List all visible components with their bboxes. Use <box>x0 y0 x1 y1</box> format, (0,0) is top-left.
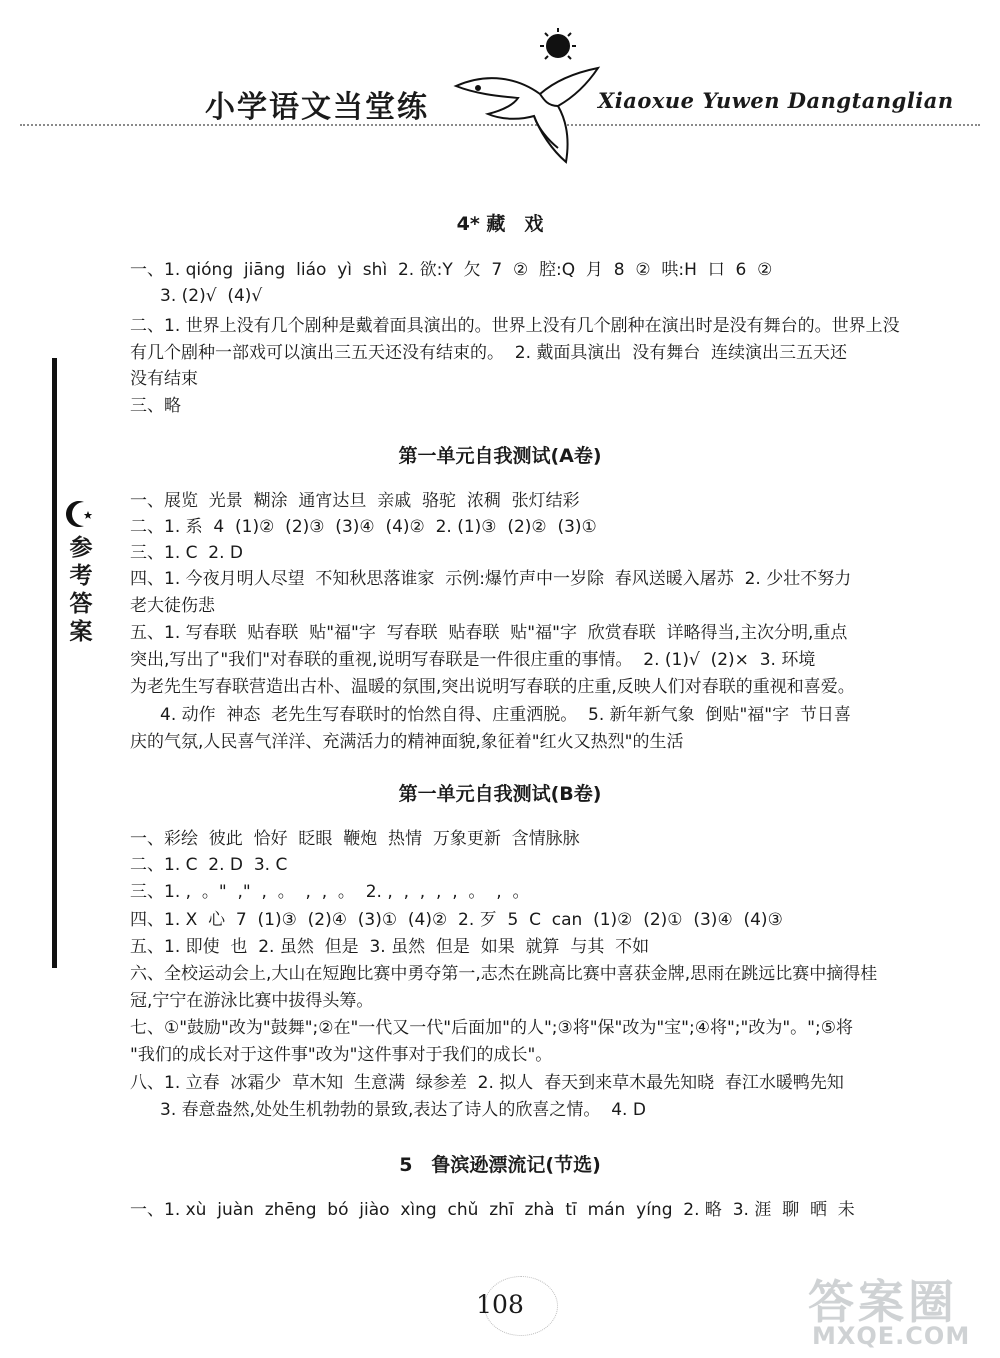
answer-line: 一、展览 光景 糊涂 通宵达旦 亲戚 骆驼 浓稠 张灯结彩 <box>130 491 580 511</box>
answer-line: 一、彩绘 彼此 恰好 眨眼 鞭炮 热情 万象更新 含情脉脉 <box>130 829 580 849</box>
answer-line: 冠,宁宁在游泳比赛中拔得头筹。 <box>130 991 374 1011</box>
answer-line: 二、1. C 2. D 3. C <box>130 855 288 875</box>
answer-line: 庆的气氛,人民喜气洋洋、充满活力的精神面貌,象征着"红火又热烈"的生活 <box>130 732 684 752</box>
sidebar-label: 参考答案 <box>69 535 93 645</box>
section-title: 4* 藏 戏 <box>456 213 544 235</box>
answer-line: 三、略 <box>130 396 181 416</box>
answer-line: 四、1. X 心 7 (1)③ (2)④ (3)① (4)② 2. 歹 5 C can (1)② (2)① (3)④ (4)③ <box>130 910 783 930</box>
answer-line: 3. 春意盎然,处处生机勃勃的景致,表达了诗人的欣喜之情。 4. D <box>160 1100 646 1120</box>
answer-line: 4. 动作 神态 老先生写春联时的怡然自得、庄重洒脱。 5. 新年新气象 倒贴"福"字 节日喜 <box>160 705 851 725</box>
answer-line: "我们的成长对于这件事"改为"这件事对于我们的成长"。 <box>130 1045 553 1065</box>
answer-line: 六、全校运动会上,大山在短跑比赛中勇夺第一,志杰在跳高比赛中喜获金牌,思雨在跳远比赛中摘得桂 <box>130 964 878 984</box>
answer-line: 一、1. xù juàn zhēng bó jiào xìng chǔ zhī zhà tī mán yíng 2. 略 3. 涯 聊 晒 未 <box>130 1200 855 1220</box>
moon-star-icon <box>64 498 96 530</box>
answer-line: 老大徒伤悲 <box>130 596 215 616</box>
section-title: 第一单元自我测试(B卷) <box>398 783 602 805</box>
dove-sun-icon <box>448 28 608 168</box>
answer-line: 二、1. 世界上没有几个剧种是戴着面具演出的。世界上没有几个剧种在演出时是没有舞台的。世界上没 <box>130 316 900 336</box>
answer-line: 五、1. 写春联 贴春联 贴"福"字 写春联 贴春联 贴"福"字 欣赏春联 详略得当,主次分明,重点 <box>130 623 848 643</box>
section-title: 5 鲁滨逊漂流记(节选) <box>399 1154 601 1176</box>
answer-line: 四、1. 今夜月明人尽望 不知秋思落谁家 示例:爆竹声中一岁除 春风送暖入屠苏 2. 少壮不努力 <box>130 569 852 589</box>
answer-line: 三、1. , 。" ," , 。 , , 。 2. , , , , , 。 , 。 <box>130 882 530 902</box>
answer-line: 五、1. 即使 也 2. 虽然 但是 3. 虽然 但是 如果 就算 与其 不如 <box>130 937 650 957</box>
answer-line: 一、1. qióng jiāng liáo yì shì 2. 欲:Y 欠 7 ② 腔:Q 月 8 ② 哄:H 口 6 ② <box>130 260 773 280</box>
book-title: 小学语文当堂练 <box>205 90 429 125</box>
page-number: 108 <box>476 1290 524 1319</box>
answer-line: 七、①"鼓励"改为"鼓舞";②在"一代又一代"后面加"的人";③将"保"改为"宝";④将";"改为"。";⑤将 <box>130 1018 853 1038</box>
answer-line: 没有结束 <box>130 369 198 389</box>
watermark-url: MXQE.COM <box>812 1322 971 1350</box>
answer-line: 八、1. 立春 冰霜少 草木知 生意满 绿参差 2. 拟人 春天到来草木最先知晓 春江水暖鸭先知 <box>130 1073 844 1093</box>
answer-line: 有几个剧种一部戏可以演出三五天还没有结束的。 2. 戴面具演出 没有舞台 连续演出三五天还 <box>130 343 848 363</box>
section-title: 第一单元自我测试(A卷) <box>398 445 602 467</box>
answer-line: 二、1. 系 4 (1)② (2)③ (3)④ (4)② 2. (1)③ (2)② (3)① <box>130 517 597 537</box>
watermark-logo: 答案圈 <box>808 1275 958 1329</box>
answer-line: 突出,写出了"我们"对春联的重视,说明写春联是一件很庄重的事情。 2. (1)√ (2)× 3. 环境 <box>130 650 816 670</box>
answer-line: 为老先生写春联营造出古朴、温暖的氛围,突出说明写春联的庄重,反映人们对春联的重视和喜爱。 <box>130 677 855 697</box>
answer-line: 3. (2)√ (4)√ <box>160 286 263 306</box>
answer-line: 三、1. C 2. D <box>130 543 244 563</box>
book-title-english: Xiaoxue Yuwen Dangtanglian <box>598 88 954 113</box>
